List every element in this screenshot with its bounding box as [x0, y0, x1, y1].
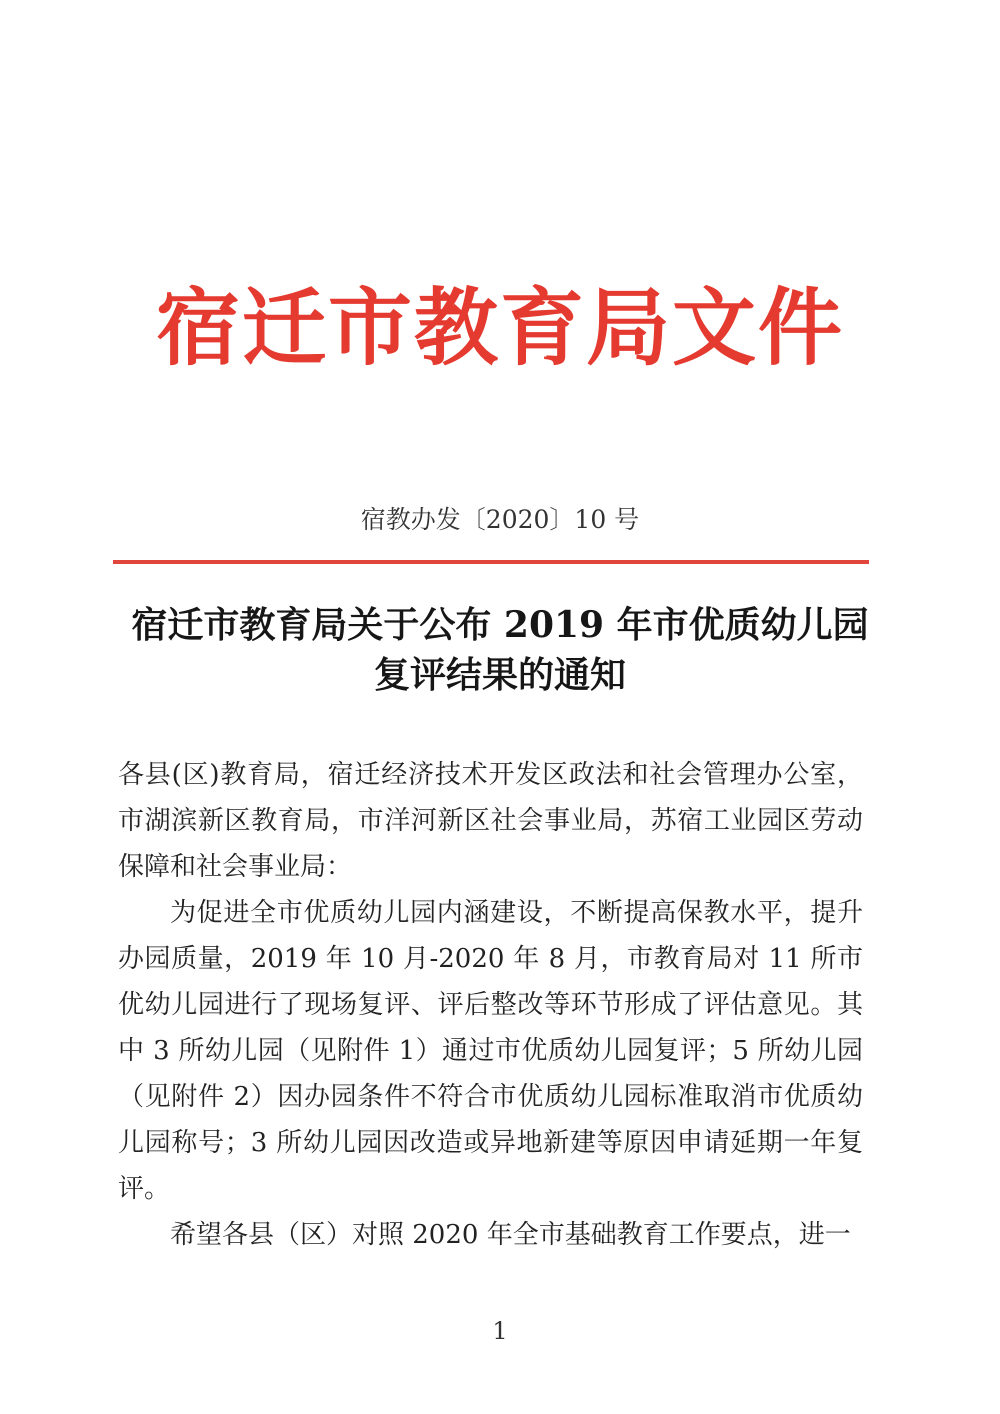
notice-title: [0, 600, 1000, 700]
notice-title-line-2: 复评结果的通知: [373, 654, 626, 696]
document-number: 宿教办发〔2020〕10 号: [360, 505, 640, 534]
issuer-header-title: 宿迁市教育局文件: [155, 278, 844, 377]
notice-body: [118, 752, 863, 1258]
page-number: 1: [492, 1317, 508, 1345]
body-paragraph-1: 为促进全市优质幼儿园内涵建设，不断提高保教水平，提升办园质量，2019 年 10 月-2020 年 8 月，市教育局对 11 所市优幼儿园进行了现场复评、评后整改等环节形成了评估意见。其中 3 所幼儿园（见附件 1）通过市优质幼儿园复评；5 所幼儿园（见附件 2）因办园条件不符合市优质幼儿园标准取消市优质幼儿园称号；3 所幼儿园因改造或异地新建等原因申请延期一年复评。: [118, 898, 863, 1204]
red-divider-line: [113, 560, 869, 564]
notice-title-line-1: 宿迁市教育局关于公布 2019 年市优质幼儿园: [131, 604, 869, 646]
addressee-paragraph: 各县(区)教育局，宿迁经济技术开发区政法和社会管理办公室，市湖滨新区教育局，市洋河新区社会事业局，苏宿工业园区劳动保障和社会事业局：: [118, 760, 863, 882]
body-paragraph-2: 希望各县（区）对照 2020 年全市基础教育工作要点，进一: [170, 1220, 851, 1250]
